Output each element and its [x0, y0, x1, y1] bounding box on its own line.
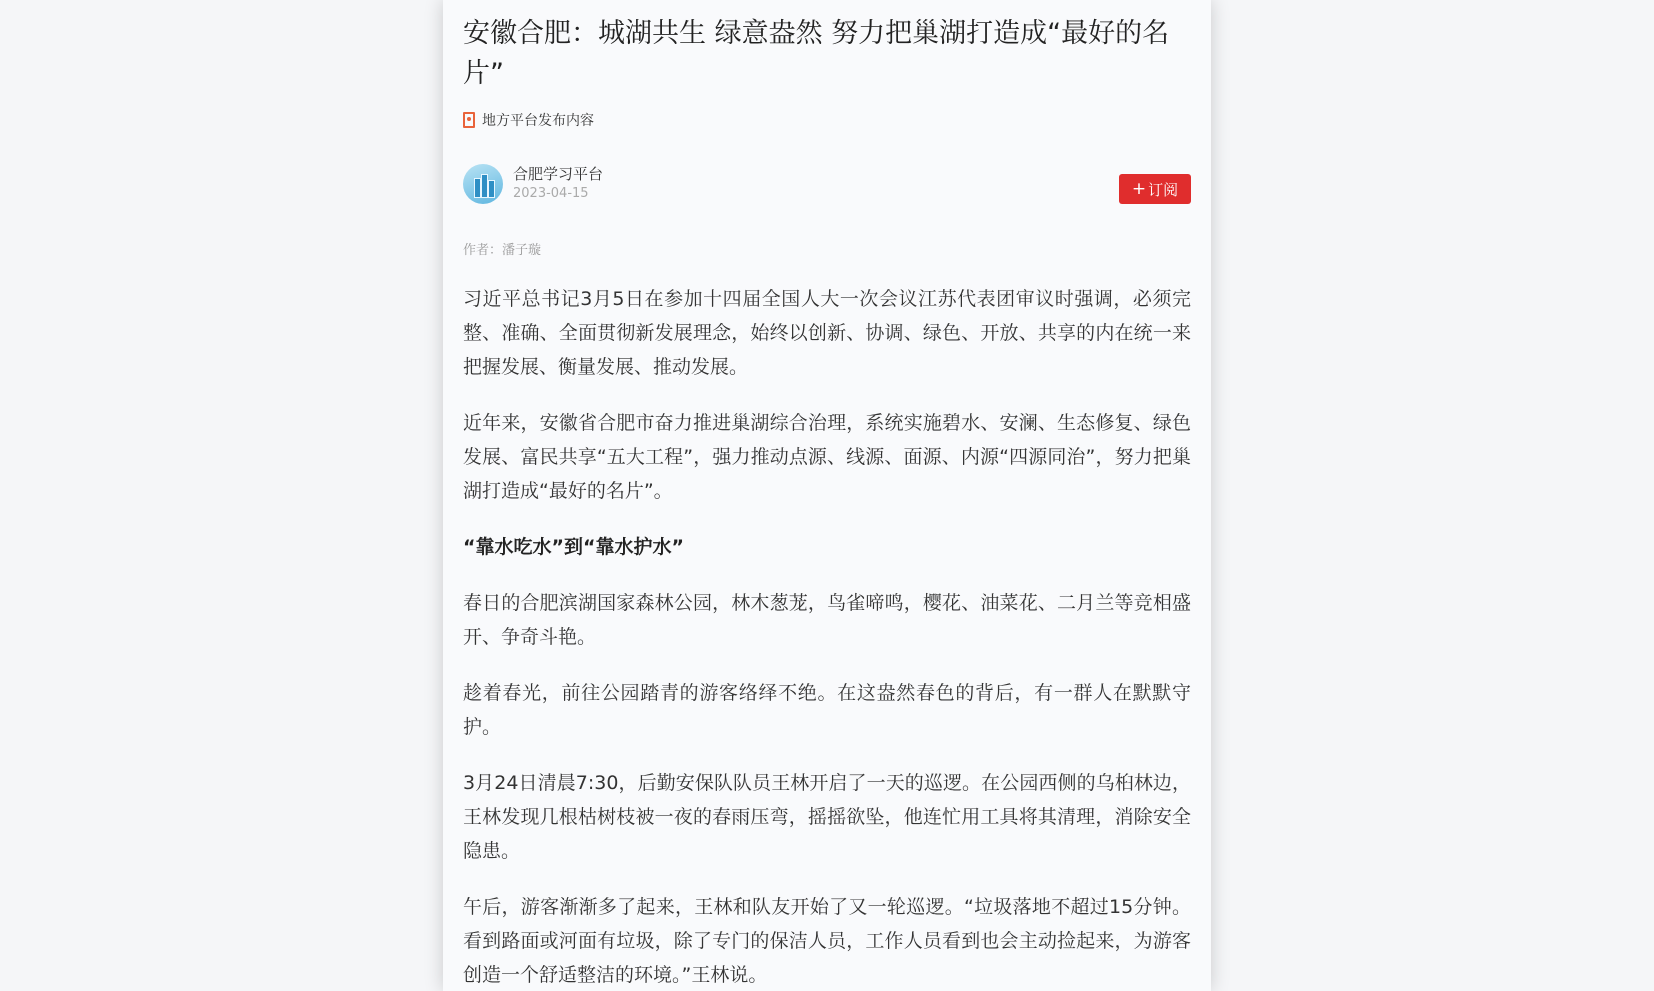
paragraph: 春日的合肥滨湖国家森林公园，林木葱茏，鸟雀啼鸣，樱花、油菜花、二月兰等竞相盛开、争奇斗艳。 — [463, 592, 1191, 648]
building-shape — [481, 174, 488, 198]
article-title: 安徽合肥：城湖共生 绿意盎然 努力把巢湖打造成“最好的名片” — [463, 18, 1170, 89]
publisher-meta — [513, 164, 603, 204]
paragraph: 3月24日清晨7:30，后勤安保队队员王林开启了一天的巡逻。在公园西侧的乌桕林边，王林发现几根枯树枝被一夜的春雨压弯，摇摇欲坠，他连忙用工具将其清理，消除安全隐患。 — [463, 772, 1191, 862]
avatar[interactable] — [463, 164, 503, 204]
building-shape — [488, 180, 495, 198]
source-tag-label: 地方平台发布内容 — [482, 113, 594, 129]
subscribe-label: 订阅 — [1148, 180, 1179, 199]
bookmark-icon — [463, 112, 475, 128]
paragraph: 近年来，安徽省合肥市奋力推进巢湖综合治理，系统实施碧水、安澜、生态修复、绿色发展、富民共享“五大工程”，强力推动点源、线源、面源、内源“四源同治”，努力把巢湖打造成“最好的名片”。 — [463, 412, 1191, 502]
publisher-name[interactable]: 合肥学习平台 — [513, 165, 604, 183]
article-page — [443, 0, 1211, 991]
publish-date: 2023-04-15 — [513, 186, 589, 201]
publisher-row — [463, 164, 1191, 204]
plus-icon: + — [1131, 179, 1147, 199]
paragraph: 午后，游客渐渐多了起来，王林和队友开始了又一轮巡逻。“垃圾落地不超过15分钟。看到路面或河面有垃圾，除了专门的保洁人员，工作人员看到也会主动捡起来，为游客创造一个舒适整洁的环境。”王林说。 — [463, 896, 1191, 986]
paragraph: 习近平总书记3月5日在参加十四届全国人大一次会议江苏代表团审议时强调，必须完整、准确、全面贯彻新发展理念，始终以创新、协调、绿色、开放、共享的内在统一来把握发展、衡量发展、推动发展。 — [463, 288, 1191, 378]
source-tag — [463, 110, 1191, 130]
article-container — [443, 0, 1211, 991]
subscribe-button[interactable] — [1119, 174, 1191, 204]
section-heading: “靠水吃水”到“靠水护水” — [463, 536, 684, 558]
building-shape — [474, 178, 481, 198]
article-body — [463, 282, 1191, 991]
article-author: 作者：潘子璇 — [463, 243, 542, 258]
paragraph: 趁着春光，前往公园踏青的游客络绎不绝。在这盎然春色的背后，有一群人在默默守护。 — [463, 682, 1191, 738]
